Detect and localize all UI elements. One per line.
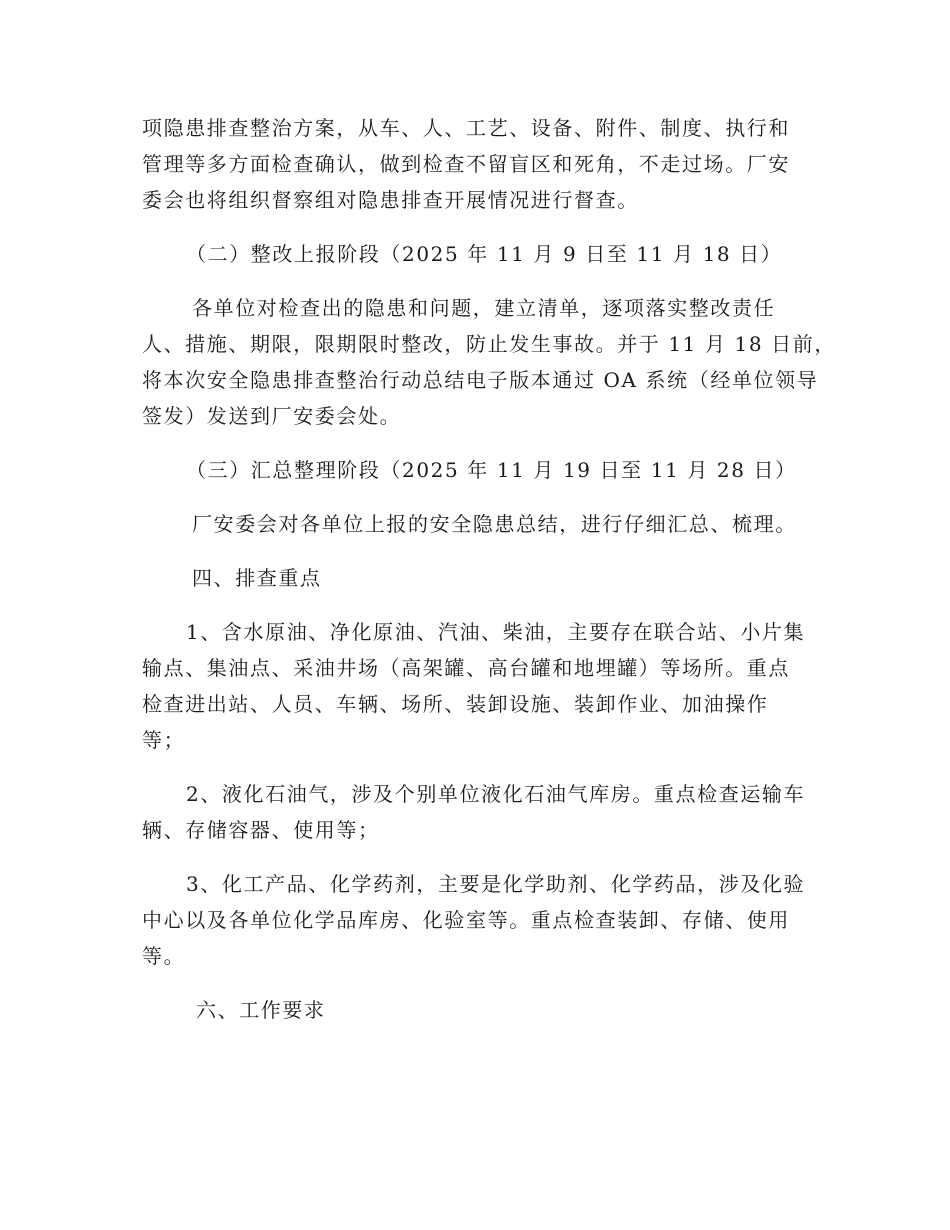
item-1-line-4: 等；	[142, 728, 186, 752]
paragraph-2-line-1: 各单位对检查出的隐患和问题，建立清单，逐项落实整改责任	[192, 296, 776, 320]
stage-3-heading: （三）汇总整理阶段（2025 年 11 月 19 日至 11 月 28 日）	[186, 458, 797, 482]
item-3-line-3: 等。	[142, 944, 186, 968]
paragraph-3: 厂安委会对各单位上报的安全隐患总结，进行仔细汇总、梳理。	[192, 512, 797, 536]
item-1-line-3: 检查进出站、人员、车辆、场所、装卸设施、装卸作业、加油操作	[142, 692, 769, 716]
item-3-line-1: 3、化工产品、化学药剂，主要是化学助剂、化学药品，涉及化验	[186, 872, 806, 896]
item-2-line-1: 2、液化石油气，涉及个别单位液化石油气库房。重点检查运输车	[186, 782, 806, 806]
section-6-heading: 六、工作要求	[196, 998, 326, 1022]
item-1-line-2: 输点、集油点、采油井场（高架罐、高台罐和地埋罐）等场所。重点	[142, 656, 790, 680]
paragraph-1-line-1: 项隐患排查整治方案，从车、人、工艺、设备、附件、制度、执行和	[142, 116, 790, 140]
section-4-heading: 四、排查重点	[192, 566, 322, 590]
paragraph-1-line-3: 委会也将组织督察组对隐患排查开展情况进行督查。	[142, 188, 639, 212]
stage-2-heading: （二）整改上报阶段（2025 年 11 月 9 日至 11 月 18 日）	[186, 242, 783, 266]
paragraph-2-line-3: 将本次安全隐患排查整治行动总结电子版本通过 OA 系统（经单位领导	[142, 368, 819, 392]
paragraph-1-line-2: 管理等多方面检查确认，做到检查不留盲区和死角，不走过场。厂安	[142, 152, 790, 176]
paragraph-2-line-4: 签发）发送到厂安委会处。	[142, 404, 402, 428]
item-3-line-2: 中心以及各单位化学品库房、化验室等。重点检查装卸、存储、使用	[142, 908, 790, 932]
item-1-line-1: 1、含水原油、净化原油、汽油、柴油，主要存在联合站、小片集	[186, 620, 806, 644]
paragraph-2-line-2: 人、措施、期限，限期限时整改，防止发生事故。并于 11 月 18 日前，	[142, 332, 836, 356]
item-2-line-2: 辆、存储容器、使用等；	[142, 818, 380, 842]
